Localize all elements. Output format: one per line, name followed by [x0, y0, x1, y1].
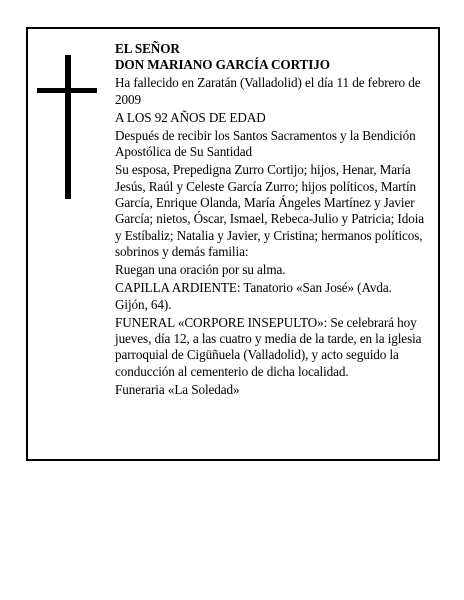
- prayer-line: Ruegan una oración por su alma.: [115, 262, 286, 278]
- cross-vertical-bar: [65, 55, 71, 199]
- age-line: A LOS 92 AÑOS DE EDAD: [115, 109, 266, 125]
- deceased-name: DON MARIANO GARCÍA CORTIJO: [115, 57, 330, 73]
- funeral-info: FUNERAL «CORPORE INSEPULTO»: Se celebrará hoy jueves, día 12, a las cuatro y media de la tarde, en la iglesia parroquial de Cigüñuela (Valladolid), y acto seguido la conducción al cementerio de dicha localidad.: [115, 314, 422, 379]
- sacraments-line: Después de recibir los Santos Sacramentos y la Bendición Apostólica de Su Santidad: [115, 127, 416, 160]
- chapel-info: CAPILLA ARDIENTE: Tanatorio «San José» (Avda. Gijón, 64).: [115, 280, 392, 312]
- cross-horizontal-bar: [37, 88, 97, 93]
- family-list: Su esposa, Prepedigna Zurro Cortijo; hijos, Henar, María Jesús, Raúl y Celeste García Zurro; hijos políticos, Martín García, Enrique Olanda, María Ángeles Martínez y Javier García; nietos, Óscar, Ismael, Rebeca-Julio y Patricia; Idoia y Estíbaliz; Natalia y Javier, y Cristina; hermanos políticos, sobrinos y demás familia:: [115, 162, 425, 260]
- obituary-notice: [26, 27, 440, 461]
- funeral-home: Funeraria «La Soledad»: [115, 381, 240, 397]
- notice-text: [115, 41, 425, 400]
- title-line-1: EL SEÑOR: [115, 41, 180, 56]
- death-info: Ha fallecido en Zaratán (Valladolid) el día 11 de febrero de 2009: [115, 75, 421, 107]
